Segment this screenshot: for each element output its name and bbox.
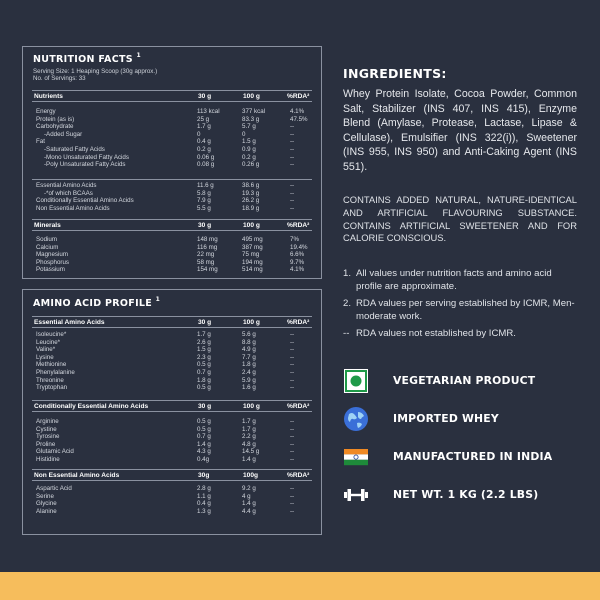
cell-rda: 6.6% [290, 251, 305, 259]
conditional-amino-header [32, 400, 312, 412]
nutrition-facts-title: NUTRITION FACTS $^1$ [33, 52, 141, 65]
divider [32, 179, 312, 180]
cell-30g: 1.7 g [197, 331, 211, 338]
dumbbell-icon [343, 482, 369, 508]
footnote-mark: -- [343, 328, 350, 339]
cell-30g: 0.5 g [197, 384, 211, 392]
cell-rda: 4.1% [290, 108, 305, 115]
cell-30g: 0.7 g [197, 433, 211, 441]
cell-rda: -- [290, 361, 295, 369]
cell-30g: 5.8 g [197, 189, 211, 197]
cell-name: Lysine [36, 353, 54, 361]
cell-name: Energy [36, 108, 56, 115]
cell-30g: 1.5 g [197, 346, 211, 354]
table-row [32, 108, 312, 116]
cell-rda: -- [290, 130, 295, 138]
cell-100g: 14.5 g [242, 448, 260, 456]
essential-amino-header [32, 316, 312, 328]
col-rda: %RDA² [287, 93, 310, 100]
col-100g: 100 g [243, 222, 260, 229]
amino-profile-title: AMINO ACID PROFILE $^1$ [33, 296, 161, 309]
cell-100g: 0 [242, 130, 246, 138]
cell-30g: 4.3 g [197, 448, 211, 456]
cell-name: Alanine [36, 507, 57, 515]
contains-statement: CONTAINS ADDED NATURAL, NATURE-IDENTICAL AND ARTIFICIAL FLAVOURING SUBSTANCE. CONTAINS ARTIFICIAL SWEETENER AND FOR CALORIE CONSCIOUS. [343, 194, 577, 244]
cell-100g: 19.3 g [242, 189, 260, 197]
feature-made-in-india [343, 444, 583, 470]
cell-30g: 0.5 g [197, 361, 211, 369]
cell-name: Serine [36, 492, 54, 500]
footnote-text: RDA values per serving established by ICMR, Men-moderate work. [356, 298, 575, 322]
globe-icon [343, 406, 369, 432]
cell-rda: -- [290, 376, 295, 384]
cell-rda: 47.5% [290, 115, 308, 123]
table-row [32, 259, 312, 267]
table-row [32, 116, 312, 124]
india-flag-icon [343, 444, 369, 470]
cell-30g: 2.8 g [197, 485, 211, 492]
cell-100g: 377 kcal [242, 108, 266, 115]
cell-rda: -- [290, 346, 295, 354]
footnote [343, 327, 579, 340]
cell-30g: 25 g [197, 115, 210, 123]
cell-30g: 0 [197, 130, 201, 138]
cell-100g: 7.7 g [242, 353, 256, 361]
amino-acid-profile-panel [22, 289, 322, 535]
table-row [32, 146, 312, 154]
cell-name: Conditionally Essential Amino Acids [36, 197, 134, 205]
feature-vegetarian [343, 368, 583, 394]
cell-name: Proline [36, 440, 56, 448]
cell-100g: 38.6 g [242, 182, 260, 189]
col-label: Conditionally Essential Amino Acids [34, 403, 149, 410]
cell-name: Glycine [36, 500, 57, 508]
table-row [32, 377, 312, 385]
table-row [32, 244, 312, 252]
cell-name: Histidine [36, 455, 60, 463]
cell-rda: -- [290, 338, 295, 346]
cell-30g: 0.06 g [197, 153, 215, 161]
cell-name: Phosphorus [36, 258, 70, 266]
cell-100g: 18.9 g [242, 204, 260, 212]
cell-rda: -- [290, 138, 295, 146]
veg-mark-icon [343, 368, 369, 394]
col-30g: 30 g [198, 222, 212, 229]
cell-100g: 8.8 g [242, 338, 256, 346]
col-100g: 100 g [243, 93, 260, 100]
cell-100g: 26.2 g [242, 197, 260, 205]
cell-30g: 1.8 g [197, 376, 211, 384]
col-label: Minerals [34, 222, 61, 229]
cell-30g: 58 mg [197, 258, 215, 266]
table-row [32, 346, 312, 354]
feature-label: NET WT. 1 KG (2.2 LBS) [393, 488, 539, 501]
cell-rda: -- [290, 425, 295, 433]
footnote-mark: 2. [343, 298, 352, 309]
cell-rda: 19.4% [290, 243, 308, 251]
cell-rda: -- [290, 189, 295, 197]
table-row [32, 236, 312, 244]
ingredients-heading: INGREDIENTS: [343, 66, 447, 81]
serving-info [33, 68, 157, 83]
cell-name: Valine* [36, 346, 56, 354]
table-row [32, 456, 312, 464]
cell-30g: 113 kcal [197, 108, 220, 115]
footnote-text: RDA values not established by ICMR. [356, 328, 516, 339]
cell-30g: 0.4 g [197, 138, 211, 146]
cell-rda: -- [290, 197, 295, 205]
table-row [32, 354, 312, 362]
cell-name: Isoleucine* [36, 331, 67, 338]
conditional-amino-rows [32, 418, 312, 464]
cell-30g: 0.5 g [197, 418, 211, 425]
cell-rda: -- [290, 204, 295, 212]
col-label: Non Essential Amino Acids [34, 472, 120, 479]
col-100g: 100 g [243, 403, 260, 410]
amino-summary-rows [32, 182, 312, 212]
cell-rda: -- [290, 418, 295, 425]
table-row [32, 154, 312, 162]
cell-30g: 1.7 g [197, 123, 211, 131]
nutrition-facts-panel [22, 46, 322, 279]
minerals-rows [32, 236, 312, 274]
cell-rda: -- [290, 161, 295, 169]
table-row [32, 418, 312, 426]
cell-rda: -- [290, 182, 295, 189]
cell-100g: 4 g [242, 492, 251, 500]
table-row [32, 205, 312, 213]
table-row [32, 500, 312, 508]
cell-100g: 1.7 g [242, 418, 256, 425]
cell-30g: 1.4 g [197, 440, 211, 448]
table-row [32, 493, 312, 501]
cell-name: Arginine [36, 418, 59, 425]
accent-band [0, 572, 600, 600]
cell-name: Magnesium [36, 251, 68, 259]
non-essential-amino-rows [32, 485, 312, 515]
cell-100g: 0.2 g [242, 153, 256, 161]
table-row [32, 251, 312, 259]
cell-rda: -- [290, 353, 295, 361]
table-row [32, 433, 312, 441]
table-row [32, 369, 312, 377]
essential-amino-rows [32, 331, 312, 392]
feature-net-weight [343, 482, 583, 508]
cell-30g: 0.5 g [197, 425, 211, 433]
cell-name: Tryptophan [36, 384, 68, 392]
cell-30g: 0.2 g [197, 145, 211, 153]
table-row [32, 182, 312, 190]
cell-100g: 1.8 g [242, 361, 256, 369]
cell-30g: 0.7 g [197, 368, 211, 376]
footnote [343, 297, 579, 323]
cell-rda: -- [290, 123, 295, 131]
col-100g: 100g [243, 472, 259, 479]
cell-rda: -- [290, 145, 295, 153]
table-row [32, 448, 312, 456]
cell-100g: 4.8 g [242, 440, 256, 448]
cell-name: -Added Sugar [44, 130, 83, 138]
col-label: Nutrients [34, 93, 63, 100]
table-row [32, 138, 312, 146]
cell-30g: 116 mg [197, 243, 218, 251]
minerals-header [32, 219, 312, 231]
feature-label: VEGETARIAN PRODUCT [393, 374, 536, 387]
cell-name: Leucine* [36, 338, 61, 346]
cell-30g: 0.08 g [197, 161, 215, 169]
table-row [32, 384, 312, 392]
cell-100g: 1.5 g [242, 138, 256, 146]
cell-name: -Poly Unsaturated Fatty Acids [44, 161, 126, 169]
cell-30g: 5.5 g [197, 204, 211, 212]
cell-rda: -- [290, 485, 295, 492]
cell-100g: 0.9 g [242, 145, 256, 153]
cell-rda: -- [290, 448, 295, 456]
col-rda: %RDA² [287, 472, 310, 479]
feature-label: MANUFACTURED IN INDIA [393, 450, 553, 463]
cell-100g: 514 mg [242, 266, 263, 274]
col-rda: %RDA² [287, 319, 310, 326]
table-row [32, 197, 312, 205]
cell-rda: -- [290, 455, 295, 463]
cell-30g: 1.1 g [197, 492, 211, 500]
cell-100g: 2.4 g [242, 368, 256, 376]
table-row [32, 266, 312, 274]
cell-100g: 387 mg [242, 243, 263, 251]
cell-name: Threonine [36, 376, 64, 384]
footnotes [343, 267, 579, 344]
cell-rda: -- [290, 507, 295, 515]
table-row [32, 485, 312, 493]
cell-30g: 7.9 g [197, 197, 211, 205]
cell-name: -*of which BCAAs [44, 189, 93, 197]
col-30g: 30 g [198, 93, 212, 100]
feature-label: IMPORTED WHEY [393, 412, 499, 425]
cell-100g: 9.2 g [242, 485, 256, 492]
cell-30g: 154 mg [197, 266, 218, 274]
cell-100g: 0.26 g [242, 161, 260, 169]
table-row [32, 361, 312, 369]
cell-name: -Mono Unsaturated Fatty Acids [44, 153, 129, 161]
cell-rda: -- [290, 331, 295, 338]
cell-100g: 2.2 g [242, 433, 256, 441]
table-row [32, 339, 312, 347]
cell-30g: 2.3 g [197, 353, 211, 361]
cell-100g: 4.9 g [242, 346, 256, 354]
table-row [32, 508, 312, 516]
table-row [32, 123, 312, 131]
cell-100g: 5.7 g [242, 123, 256, 131]
col-rda: %RDA² [287, 222, 310, 229]
cell-rda: -- [290, 153, 295, 161]
cell-name: Non Essential Amino Acids [36, 204, 110, 212]
cell-name: Phenylalanine [36, 368, 75, 376]
table-row [32, 190, 312, 198]
cell-100g: 1.4 g [242, 455, 256, 463]
ingredients-text: Whey Protein Isolate, Cocoa Powder, Common Salt, Stabilizer (INS 407, INS 415), Enzyme Blend (Amylase, Protease, Lactase, Lipase & Cellulase), Emulsifier (INS 322(i)), Sweetener (INS 955, INS 950) and Anti-Caking Agent (INS 551). [343, 88, 577, 173]
cell-30g: 1.3 g [197, 507, 211, 515]
col-100g: 100 g [243, 319, 260, 326]
nutrients-rows [32, 108, 312, 169]
table-row [32, 331, 312, 339]
cell-rda: 7% [290, 236, 299, 243]
cell-name: Essential Amino Acids [36, 182, 97, 189]
cell-name: Protein (as is) [36, 115, 75, 123]
col-30g: 30g [198, 472, 210, 479]
cell-name: Glutamic Acid [36, 448, 74, 456]
footnote-text: All values under nutrition facts and amino acid profile are approximate. [356, 268, 552, 292]
cell-rda: -- [290, 492, 295, 500]
cell-name: Aspartic Acid [36, 485, 72, 492]
cell-30g: 148 mg [197, 236, 218, 243]
cell-100g: 83.3 g [242, 115, 260, 123]
cell-rda: -- [290, 384, 295, 392]
cell-100g: 1.7 g [242, 425, 256, 433]
cell-100g: 75 mg [242, 251, 260, 259]
cell-name: Calcium [36, 243, 59, 251]
cell-100g: 1.4 g [242, 500, 256, 508]
cell-name: Cystine [36, 425, 57, 433]
col-30g: 30 g [198, 403, 212, 410]
cell-rda: -- [290, 500, 295, 508]
footnote-mark: 1. [343, 268, 352, 279]
footnote [343, 267, 579, 293]
nutrients-header [32, 90, 312, 102]
cell-rda: -- [290, 433, 295, 441]
table-row [32, 131, 312, 139]
cell-name: Potassium [36, 266, 65, 274]
col-30g: 30 g [198, 319, 212, 326]
cell-100g: 1.6 g [242, 384, 256, 392]
cell-100g: 194 mg [242, 258, 263, 266]
cell-name: Methionine [36, 361, 67, 369]
cell-name: Carbohydrate [36, 123, 74, 131]
cell-30g: 0.4 g [197, 500, 211, 508]
table-row [32, 441, 312, 449]
cell-30g: 11.6 g [197, 182, 214, 189]
serving-size: Serving Size: 1 Heaping Scoop (30g approx.) [33, 68, 158, 75]
cell-name: Sodium [36, 236, 57, 243]
cell-rda: -- [290, 440, 295, 448]
cell-100g: 495 mg [242, 236, 263, 243]
cell-rda: 4.1% [290, 266, 305, 274]
col-rda: %RDA² [287, 403, 310, 410]
cell-name: Fat [36, 138, 45, 146]
col-label: Essential Amino Acids [34, 319, 105, 326]
cell-30g: 2.6 g [197, 338, 211, 346]
cell-rda: -- [290, 368, 295, 376]
non-essential-amino-header [32, 469, 312, 481]
cell-name: -Saturated Fatty Acids [44, 145, 105, 153]
cell-100g: 5.6 g [242, 331, 256, 338]
cell-30g: 22 mg [197, 251, 215, 259]
feature-imported-whey [343, 406, 583, 432]
table-row [32, 161, 312, 169]
cell-100g: 4.4 g [242, 507, 256, 515]
cell-30g: 0.4g [197, 455, 210, 463]
cell-100g: 5.9 g [242, 376, 256, 384]
servings-count: No. of Servings: 33 [33, 75, 86, 83]
table-row [32, 426, 312, 434]
cell-name: Tyrosine [36, 433, 60, 441]
cell-rda: 9.7% [290, 258, 305, 266]
